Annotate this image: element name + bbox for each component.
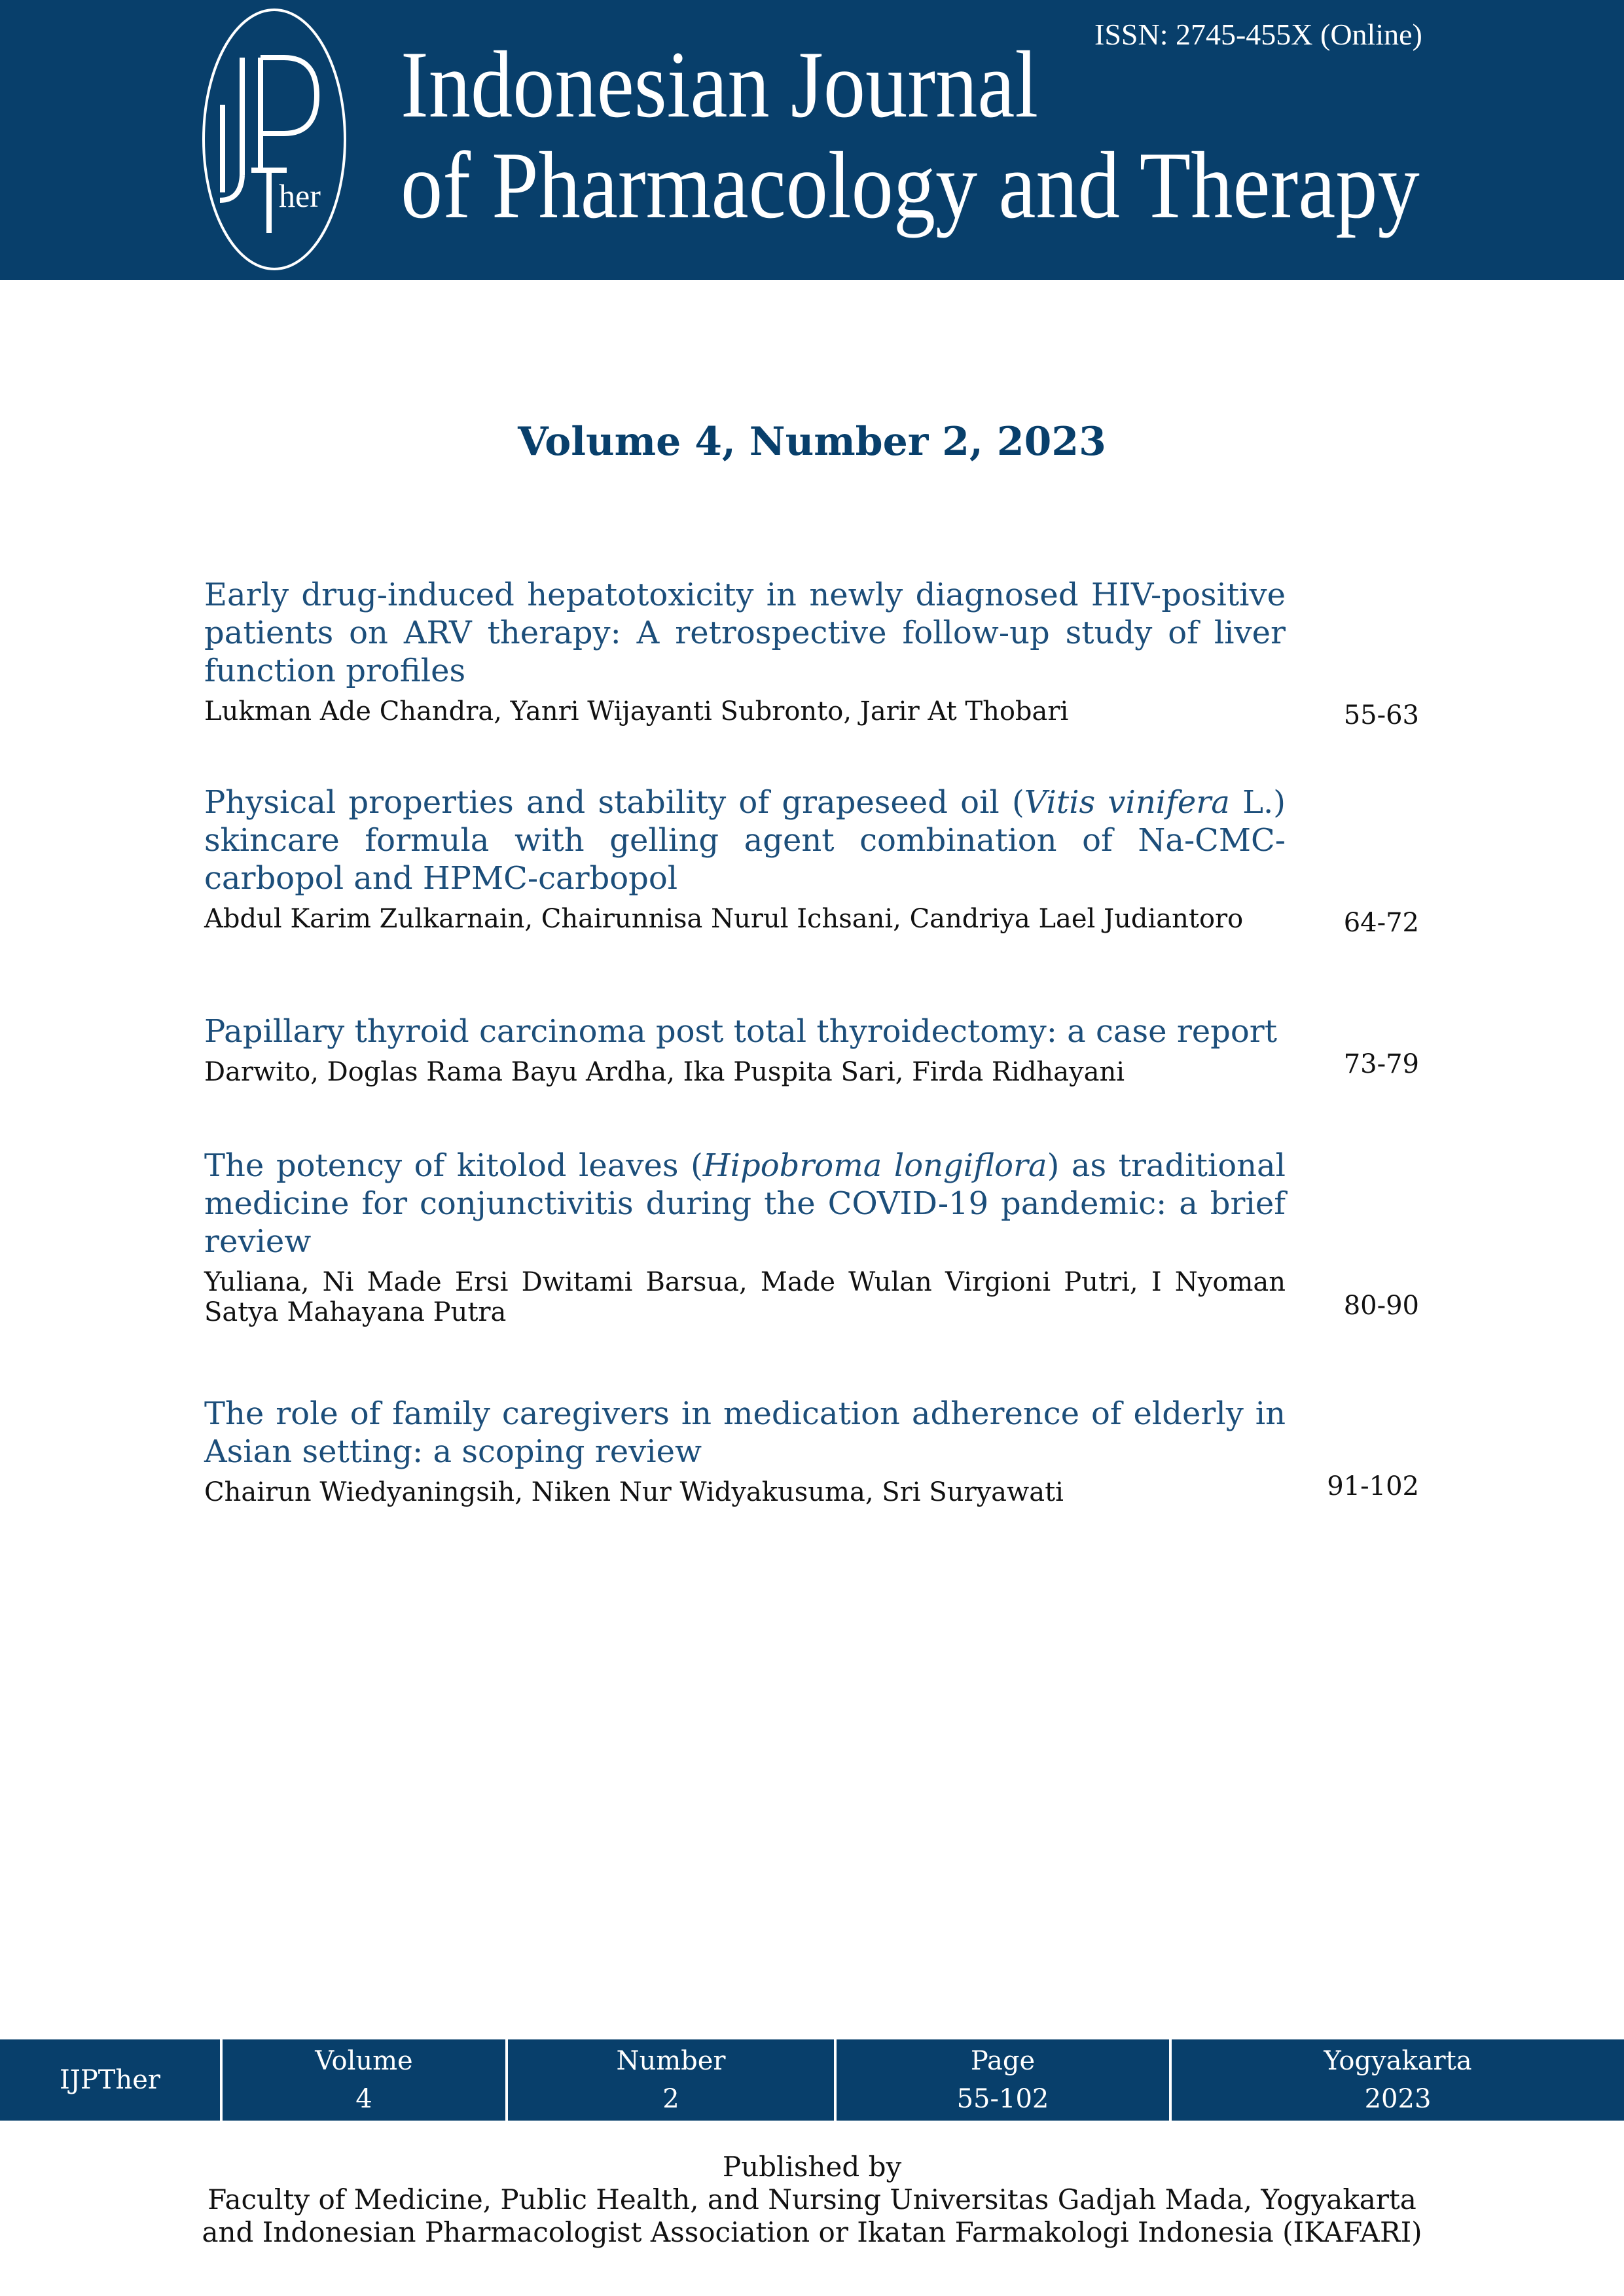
- journal-title-line2: of Pharmacology and Therapy: [401, 132, 1420, 238]
- article-entry: [204, 1395, 1286, 1507]
- article-title-part: L.) skincare formula with gelling agent combination of Na-CMC-carbopol and HPMC-carbopol: [204, 784, 1286, 897]
- publisher-line1: Faculty of Medicine, Public Health, and Nursing Universitas Gadjah Mada, Yogyakarta: [208, 2183, 1416, 2215]
- article-title[interactable]: Early drug-induced hepatotoxicity in newly diagnosed HIV-positive patients on ARV therapy: A retrospective follow-up study of liver function profiles: [204, 577, 1286, 689]
- city: Yogyakarta: [1324, 2046, 1472, 2076]
- species-name: Vitis vinifera: [1024, 784, 1230, 821]
- article-entry: [204, 783, 1286, 934]
- article-title[interactable]: The role of family caregivers in medication adherence of elderly in Asian setting: a scoping review: [204, 1395, 1286, 1470]
- place-cell: [1172, 2039, 1624, 2121]
- issn: ISSN: 2745-455X (Online): [1094, 18, 1422, 51]
- volume-label: Volume: [315, 2046, 413, 2076]
- article-entry: [204, 1013, 1286, 1087]
- article-title[interactable]: [204, 1147, 1286, 1261]
- article-authors: Darwito, Doglas Rama Bayu Ardha, Ika Puspita Sari, Firda Ridhayani: [204, 1057, 1125, 1087]
- article-pages: 80-90: [1343, 1291, 1419, 1321]
- journal-title-line1: Indonesian Journal: [401, 31, 1039, 137]
- journal-header: [0, 0, 1624, 280]
- article-title[interactable]: Papillary thyroid carcinoma post total thyroidectomy: a case report: [204, 1013, 1278, 1050]
- year: 2023: [1364, 2084, 1432, 2114]
- publisher-block: [0, 2151, 1624, 2249]
- volume-value: 4: [355, 2084, 372, 2114]
- article-authors: Lukman Ade Chandra, Yanri Wijayanti Subronto, Jarir At Thobari: [204, 696, 1069, 726]
- issue-info-bar: [0, 2039, 1624, 2121]
- journal-logo: [200, 7, 348, 272]
- article-entry: [204, 1147, 1286, 1327]
- article-pages: 91-102: [1327, 1471, 1419, 1501]
- article-authors: Abdul Karim Zulkarnain, Chairunnisa Nurul Ichsani, Candriya Lael Judiantoro: [204, 904, 1244, 934]
- article-authors: Yuliana, Ni Made Ersi Dwitami Barsua, Made Wulan Virgioni Putri, I Nyoman Satya Mahayana Putra: [204, 1267, 1286, 1327]
- page-label: Page: [970, 2046, 1036, 2076]
- article-title-part: ) as traditional medicine for conjunctivitis during the COVID-19 pandemic: a brief review: [204, 1147, 1286, 1260]
- issue-heading: Volume 4, Number 2, 2023: [518, 419, 1106, 465]
- species-name: Hipobroma longiflora: [702, 1147, 1047, 1184]
- published-by-label: Published by: [722, 2151, 902, 2183]
- article-title-part: Physical properties and stability of grapeseed oil (: [204, 784, 1024, 821]
- journal-abbrev-cell: [0, 2039, 220, 2121]
- volume-cell: [223, 2039, 505, 2121]
- number-label: Number: [616, 2046, 726, 2076]
- svg-text:her: her: [279, 177, 321, 214]
- article-pages: 64-72: [1343, 908, 1419, 938]
- article-title-part: The potency of kitolod leaves (: [204, 1147, 703, 1184]
- page-cell: [837, 2039, 1169, 2121]
- page-value: 55-102: [956, 2084, 1049, 2114]
- article-authors: Chairun Wiedyaningsih, Niken Nur Widyakusuma, Sri Suryawati: [204, 1477, 1064, 1507]
- publisher-line2: and Indonesian Pharmacologist Association or Ikatan Farmakologi Indonesia (IKAFARI): [202, 2216, 1422, 2248]
- article-title[interactable]: [204, 783, 1286, 897]
- number-value: 2: [662, 2084, 679, 2114]
- article-pages: 73-79: [1343, 1049, 1419, 1079]
- article-entry: [204, 576, 1286, 726]
- number-cell: [508, 2039, 834, 2121]
- journal-abbrev: IJPTher: [60, 2065, 160, 2095]
- article-pages: 55-63: [1343, 700, 1419, 730]
